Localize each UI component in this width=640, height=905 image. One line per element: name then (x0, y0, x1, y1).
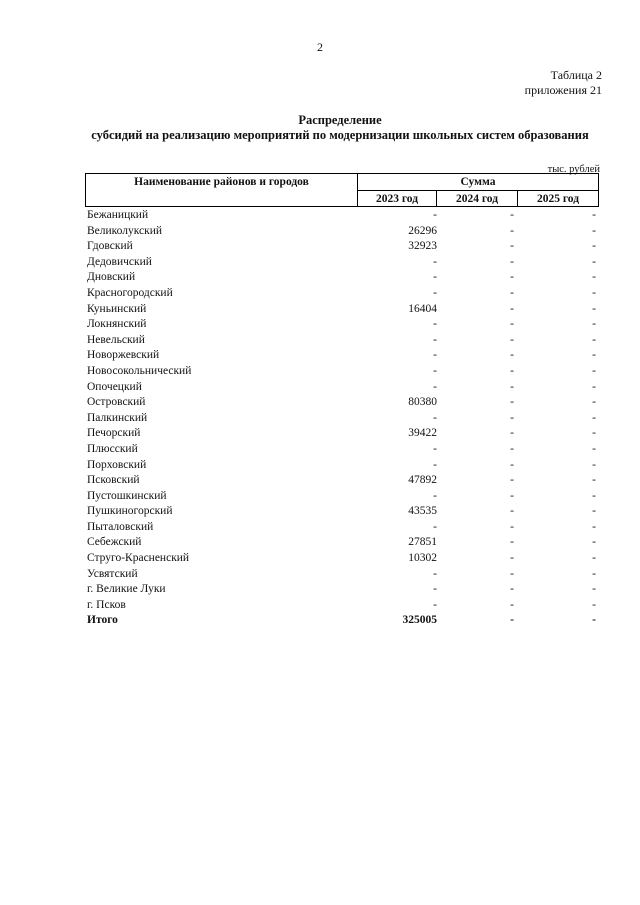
cell-name: Красногородский (87, 286, 173, 299)
cell-v2025: - (592, 552, 596, 565)
table-row (85, 255, 599, 271)
cell-v2024: - (510, 333, 514, 346)
cell-v2025: - (592, 396, 596, 409)
cell-name: Новоржевский (87, 349, 160, 362)
table-row (85, 489, 599, 505)
cell-v2024: - (510, 583, 514, 596)
cell-v2023: 10302 (408, 552, 437, 565)
cell-v2023: 16404 (408, 302, 437, 315)
cell-name: г. Псков (87, 598, 126, 611)
cell-v2025: - (592, 318, 596, 331)
cell-name: Порховский (87, 458, 147, 471)
cell-v2025: - (592, 349, 596, 362)
cell-v2025: - (592, 333, 596, 346)
cell-v2025: - (592, 286, 596, 299)
cell-name: Опочецкий (87, 380, 142, 393)
cell-v2023: 43535 (408, 505, 437, 518)
cell-name: Пушкиногорский (87, 505, 173, 518)
table-row (85, 364, 599, 380)
document-title: Распределение (298, 113, 382, 127)
header-name-column: Наименование районов и городов (85, 173, 358, 207)
cell-v2024: - (510, 380, 514, 393)
cell-v2023: - (433, 349, 437, 362)
table-row (85, 333, 599, 349)
table-total-row (85, 613, 599, 629)
cell-v2023: - (433, 333, 437, 346)
cell-v2025: - (592, 474, 596, 487)
cell-name: Бежаницкий (87, 209, 149, 221)
header-year-2025: 2025 год (517, 190, 599, 207)
cell-v2025: - (592, 598, 596, 611)
table-row (85, 582, 599, 598)
cell-name: Усвятский (87, 567, 138, 580)
cell-v2023: - (433, 364, 437, 377)
cell-v2025: - (592, 240, 596, 253)
document-subtitle: субсидий на реализацию мероприятий по модернизации школьных систем образования (91, 128, 589, 142)
cell-v2025: - (592, 380, 596, 393)
table-row (85, 411, 599, 427)
cell-name: Печорский (87, 427, 141, 440)
table-row (85, 504, 599, 520)
table-reference-line2: приложения 21 (524, 83, 602, 97)
table-row (85, 520, 599, 536)
cell-name: Гдовский (87, 240, 133, 253)
table-row (85, 567, 599, 583)
table-row (85, 208, 599, 224)
cell-v2025: - (592, 427, 596, 440)
cell-name: Пыталовский (87, 520, 154, 533)
cell-v2023: 32923 (408, 240, 437, 253)
table-row (85, 535, 599, 551)
cell-v2025: - (592, 583, 596, 596)
cell-v2023: - (433, 255, 437, 268)
cell-v2024: - (510, 396, 514, 409)
table-row (85, 380, 599, 396)
cell-name: Псковский (87, 474, 140, 487)
table-reference-line1: Таблица 2 (550, 68, 602, 82)
table-row (85, 598, 599, 614)
cell-v2024: - (510, 489, 514, 502)
cell-name: Куньинский (87, 302, 147, 315)
cell-v2025: - (592, 489, 596, 502)
cell-v2023: 47892 (408, 474, 437, 487)
cell-v2023: - (433, 520, 437, 533)
cell-name: Дедовичский (87, 255, 152, 268)
cell-v2024: - (510, 552, 514, 565)
cell-v2024: - (510, 302, 514, 315)
table-row (85, 348, 599, 364)
cell-v2025: - (592, 271, 596, 284)
cell-v2024: - (510, 349, 514, 362)
table-header (85, 173, 599, 207)
cell-v2024: - (510, 614, 514, 627)
cell-name: Великолукский (87, 224, 163, 237)
cell-name: г. Великие Луки (87, 583, 166, 596)
cell-v2024: - (510, 286, 514, 299)
cell-name: Локнянский (87, 318, 147, 331)
cell-v2024: - (510, 240, 514, 253)
cell-v2024: - (510, 442, 514, 455)
cell-v2023: - (433, 318, 437, 331)
cell-v2024: - (510, 505, 514, 518)
cell-name: Островский (87, 396, 146, 409)
header-year-2023: 2023 год (357, 190, 437, 207)
cell-v2025: - (592, 224, 596, 237)
cell-v2024: - (510, 567, 514, 580)
cell-v2024: - (510, 458, 514, 471)
cell-v2025: - (592, 458, 596, 471)
header-sum-column: Сумма (357, 173, 599, 191)
cell-v2023: - (433, 567, 437, 580)
cell-v2023: 325005 (402, 614, 437, 627)
table-row (85, 270, 599, 286)
cell-v2023: - (433, 380, 437, 393)
cell-v2023: - (433, 458, 437, 471)
cell-v2023: - (433, 583, 437, 596)
cell-v2024: - (510, 209, 514, 221)
cell-v2025: - (592, 364, 596, 377)
cell-v2024: - (510, 411, 514, 424)
cell-v2025: - (592, 536, 596, 549)
cell-v2024: - (510, 474, 514, 487)
table-row (85, 286, 599, 302)
cell-v2024: - (510, 427, 514, 440)
cell-v2024: - (510, 318, 514, 331)
cell-v2024: - (510, 520, 514, 533)
cell-v2025: - (592, 520, 596, 533)
table-row (85, 395, 599, 411)
page-number: 2 (317, 40, 323, 54)
cell-v2025: - (592, 614, 596, 627)
cell-v2024: - (510, 536, 514, 549)
cell-v2024: - (510, 255, 514, 268)
table-row (85, 473, 599, 489)
cell-v2023: 27851 (408, 536, 437, 549)
cell-name: Себежский (87, 536, 142, 549)
cell-name: Пустошкинский (87, 489, 167, 502)
cell-v2024: - (510, 224, 514, 237)
table-row (85, 224, 599, 240)
table-row (85, 442, 599, 458)
cell-name: Палкинский (87, 411, 148, 424)
table-reference (525, 68, 602, 98)
cell-v2023: - (433, 271, 437, 284)
table-row (85, 426, 599, 442)
table-row (85, 302, 599, 318)
cell-v2024: - (510, 598, 514, 611)
cell-v2023: 39422 (408, 427, 437, 440)
cell-v2023: - (433, 286, 437, 299)
cell-v2023: - (433, 489, 437, 502)
cell-v2025: - (592, 567, 596, 580)
cell-name: Невельский (87, 333, 145, 346)
cell-name: Итого (87, 614, 118, 627)
table-body (85, 208, 599, 629)
cell-v2025: - (592, 255, 596, 268)
cell-v2023: - (433, 411, 437, 424)
cell-v2025: - (592, 442, 596, 455)
cell-v2025: - (592, 411, 596, 424)
cell-v2025: - (592, 209, 596, 221)
cell-v2024: - (510, 271, 514, 284)
cell-name: Плюсский (87, 442, 138, 455)
cell-name: Дновский (87, 271, 136, 284)
cell-v2023: - (433, 209, 437, 221)
cell-name: Новосокольнический (87, 364, 192, 377)
cell-v2025: - (592, 302, 596, 315)
cell-v2024: - (510, 364, 514, 377)
table-row (85, 239, 599, 255)
table-row (85, 458, 599, 474)
cell-v2025: - (592, 505, 596, 518)
cell-v2023: 80380 (408, 396, 437, 409)
cell-v2023: 26296 (408, 224, 437, 237)
header-year-2024: 2024 год (436, 190, 518, 207)
table-row (85, 551, 599, 567)
table-row (85, 317, 599, 333)
cell-v2023: - (433, 442, 437, 455)
cell-v2023: - (433, 598, 437, 611)
cell-name: Струго-Красненский (87, 552, 190, 565)
units-label: тыс. рублей (547, 164, 600, 175)
